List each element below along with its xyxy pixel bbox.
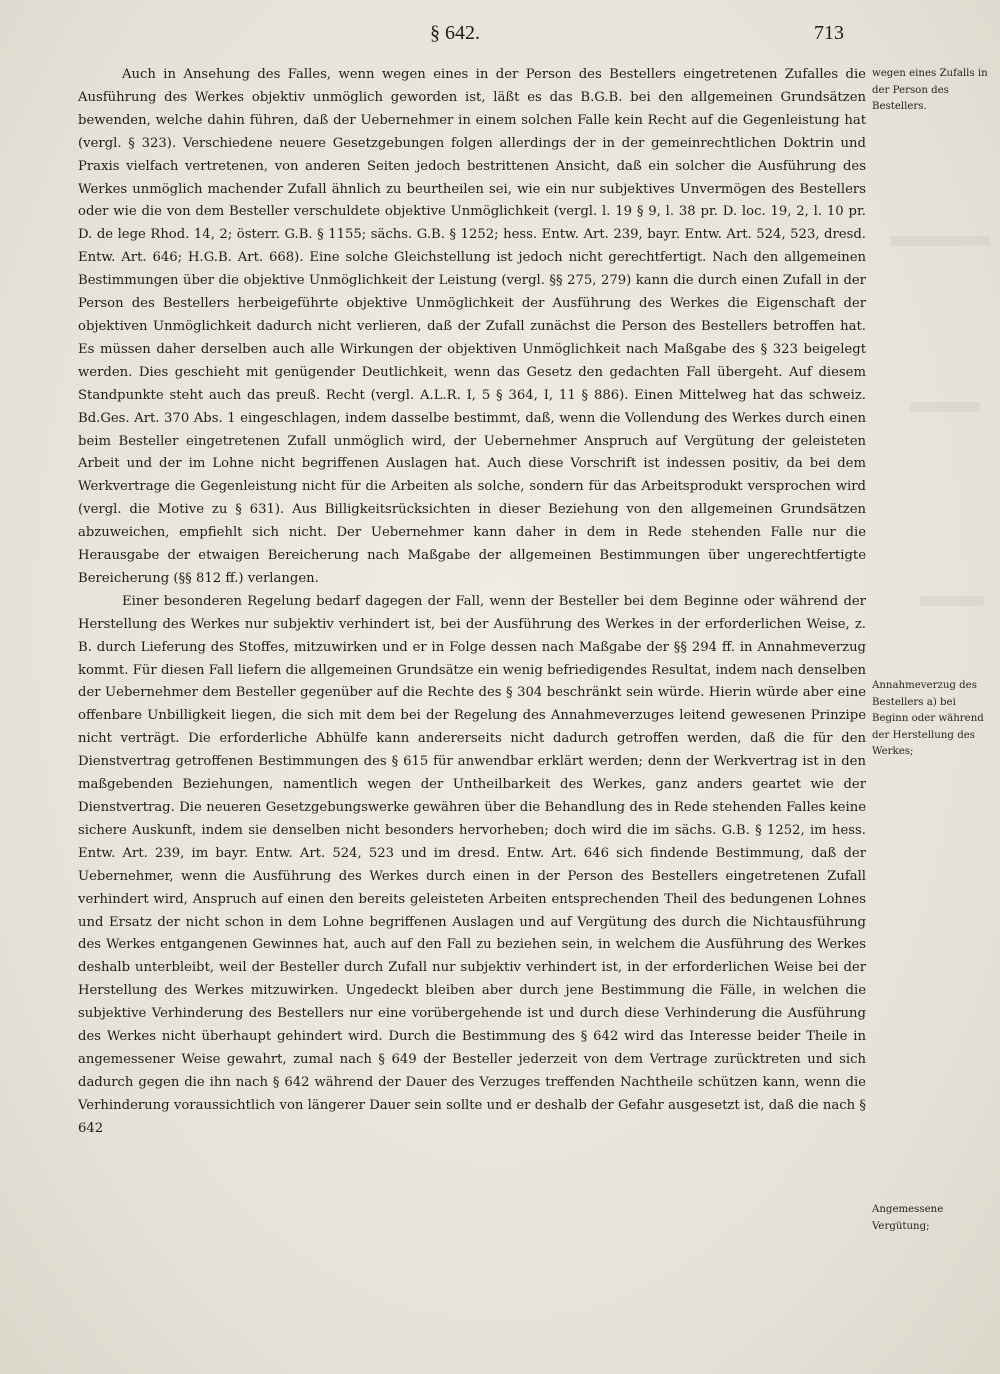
show-through-smudge	[890, 236, 990, 246]
paragraph: Einer besonderen Regelung bedarf dagegen der Fall, wenn der Besteller bei dem Beginne oder während der Herstellung des Werkes nur subjektiv verhindert ist, bei der Ausführung des Werkes in der erforderlichen Weise, z. B. durch Lieferung des Stoffes, mitzuwirken und er in Folge dessen nach Maßgabe der §§ 294 ff. in Annahmeverzug kommt. Für diesen Fall liefern die allgemeinen Grundsätze ein wenig befriedigendes Resultat, indem nach denselben der Uebernehmer dem Besteller gegenüber auf die Rechte des § 304 beschränkt sein würde. Hierin würde aber eine offenbare Unbilligkeit liegen, die sich mit dem bei der Regelung des Annahmeverzuges leitend gewesenen Prinzipe nicht verträgt. Die erforderliche Abhülfe kann andererseits nicht dadurch getroffen werden, daß die für den Dienstvertrag getroffenen Bestimmungen des § 615 für anwendbar erklärt werden; denn der Werkvertrag ist in den maßgebenden Beziehungen, namentlich wegen der Untheilbarkeit des Werkes, ganz anders geartet wie der Dienstvertrag. Die neueren Gesetzgebungswerke gewähren über die Behandlung des in Rede stehenden Falles keine sichere Auskunft, indem sie denselben nicht besonders hervorheben; doch wird die im sächs. G.B. § 1252, im hess. Entw. Art. 239, im bayr. Entw. Art. 524, 523 und im dresd. Entw. Art. 646 sich findende Bestimmung, daß der Uebernehmer, wenn die Ausführung des Werkes durch einen in der Person des Bestellers eingetretenen Zufall verhindert wird, Anspruch auf einen den bereits geleisteten Arbeiten entsprechenden Theil des bedungenen Lohnes und Ersatz der nicht schon in dem Lohne begriffenen Auslagen und auf Vergütung des durch die Nichtausführung des Werkes entgangenen Gewinnes hat, auch auf den Fall zu beziehen sein, in welchem die Ausführung des Werkes deshalb unterbleibt, weil der Besteller durch Zufall nur subjektiv verhindert ist, in der erforderlichen Weise bei der Herstellung des Werkes mitzuwirken. Ungedeckt bleiben aber durch jene Bestimmung die Fälle, in welchen die subjektive Verhinderung des Bestellers nur eine vorübergehende ist und durch diese Verhinderung die Ausführung des Werkes nicht überhaupt gehindert wird. Durch die Bestimmung des § 642 wird das Interesse beider Theile in angemessener Weise gewahrt, zumal nach § 649 der Besteller jederzeit von dem Vertrage zurücktreten und sich dadurch gegen die ihn nach § 642 während der Dauer des Verzuges treffenden Nachtheile schützen kann, wenn die Verhinderung voraussichtlich von längerer Dauer sein sollte und er deshalb der Gefahr ausgesetzt ist, daß die nach § 642	[78, 593, 866, 1136]
running-header	[0, 22, 1000, 48]
body-text	[78, 64, 866, 1141]
show-through-smudge	[920, 596, 984, 606]
page-number: 713	[814, 22, 844, 44]
margin-note: Annahmeverzug des Bestellers a) bei Beginn oder während der Herstellung des Werkes;	[872, 680, 984, 757]
margin-note: Angemessene Vergütung;	[872, 1204, 944, 1232]
margin-note: wegen eines Zufalls in der Person des Bestellers.	[872, 68, 988, 112]
section-heading: § 642.	[430, 22, 480, 44]
show-through-smudge	[910, 402, 980, 412]
paragraph: Auch in Ansehung des Falles, wenn wegen eines in der Person des Bestellers eingetretenen Zufalles die Ausführung des Werkes objektiv unmöglich geworden ist, läßt es das B.G.B. bei den allgemeinen Grundsätzen bewenden, welche dahin führen, daß der Uebernehmer in einem solchen Falle kein Recht auf die Gegenleistung hat (vergl. § 323). Verschiedene neuere Gesetzgebungen folgen allerdings der in der gemeinrechtlichen Doktrin und Praxis vielfach vertretenen, von anderen Seiten jedoch bestrittenen Ansicht, daß ein solcher die Ausführung des Werkes unmöglich machender Zufall ähnlich zu beurtheilen sei, wie ein nur subjektives Unvermögen des Bestellers oder wie die von dem Besteller verschuldete objektive Unmöglichkeit (vergl. l. 19 § 9, l. 38 pr. D. loc. 19, 2, l. 10 pr. D. de lege Rhod. 14, 2; österr. G.B. § 1155; sächs. G.B. § 1252; hess. Entw. Art. 239, bayr. Entw. Art. 524, 523, dresd. Entw. Art. 646; H.G.B. Art. 668). Eine solche Gleichstellung ist jedoch nicht gerechtfertigt. Nach den allgemeinen Bestimmungen über die objektive Unmöglichkeit der Leistung (vergl. §§ 275, 279) kann die durch einen Zufall in der Person des Bestellers herbeigeführte objektive Unmöglichkeit der Ausführung des Werkes die Eigenschaft der objektiven Unmöglichkeit dadurch nicht verlieren, daß der Zufall zunächst die Person des Bestellers betroffen hat. Es müssen daher derselben auch alle Wirkungen der objektiven Unmöglichkeit nach Maßgabe des § 323 beigelegt werden. Dies geschieht mit genügender Deutlichkeit, wenn das Gesetz den gedachten Fall übergeht. Auf diesem Standpunkte steht auch das preuß. Recht (vergl. A.L.R. I, 5 § 364, I, 11 § 886). Einen Mittelweg hat das schweiz. Bd.Ges. Art. 370 Abs. 1 eingeschlagen, indem dasselbe bestimmt, daß, wenn die Vollendung des Werkes durch einen beim Besteller eingetretenen Zufall unmöglich wird, der Uebernehmer Anspruch auf Vergütung der geleisteten Arbeit und der im Lohne nicht begriffenen Auslagen hat. Auch diese Vorschrift ist indessen positiv, da bei dem Werkvertrage die Gegenleistung nicht für die Arbeiten als solche, sondern für das Arbeitsprodukt versprochen wird (vergl. die Motive zu § 631). Aus Billigkeitsrücksichten in dieser Beziehung von den allgemeinen Grundsätzen abzuweichen, empfiehlt sich nicht. Der Uebernehmer kann daher in dem in Rede stehenden Falle nur die Herausgabe der etwaigen Bereicherung nach Maßgabe der allgemeinen Bestimmungen über ungerechtfertigte Bereicherung (§§ 812 ff.) verlangen.	[78, 67, 866, 586]
